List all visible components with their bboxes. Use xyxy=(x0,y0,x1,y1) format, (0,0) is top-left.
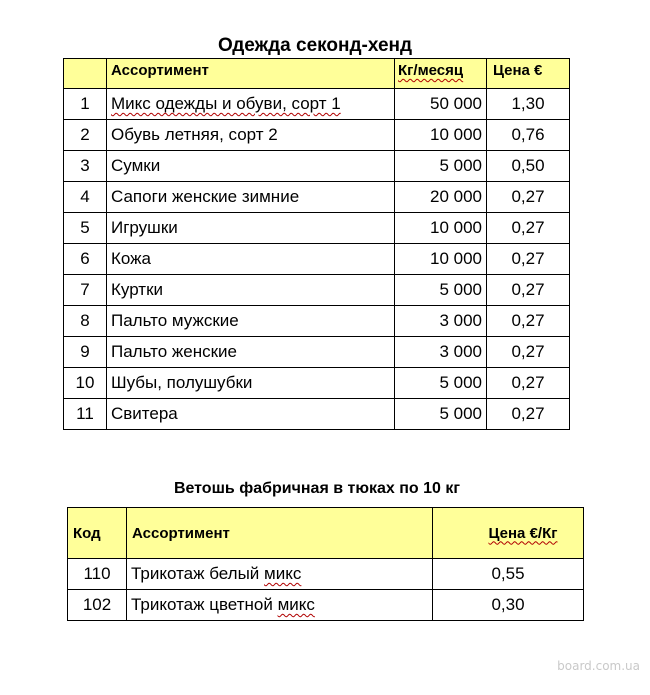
row-code: 110 xyxy=(68,559,127,590)
row-price: 0,27 xyxy=(487,337,570,368)
row-name: Сапоги женские зимние xyxy=(107,182,395,213)
row-name-main: Трикотаж цветной xyxy=(131,595,278,614)
row-name: Обувь летняя, сорт 2 xyxy=(107,120,395,151)
table-row xyxy=(64,120,570,151)
row-name-main: Трикотаж белый xyxy=(131,564,265,583)
row-kg: 5 000 xyxy=(395,275,487,306)
table-row xyxy=(64,275,570,306)
row-kg: 10 000 xyxy=(395,244,487,275)
row-price: 0,30 xyxy=(433,590,584,621)
row-name: Пальто женские xyxy=(107,337,395,368)
clothing-price-table xyxy=(63,58,570,430)
table-row xyxy=(64,306,570,337)
header-price-per-kg xyxy=(433,508,584,559)
watermark: board.com.ua xyxy=(557,659,640,673)
row-price: 0,55 xyxy=(433,559,584,590)
row-price: 0,27 xyxy=(487,182,570,213)
header-assortment: Ассортимент xyxy=(127,508,433,559)
row-kg: 20 000 xyxy=(395,182,487,213)
header-price: Цена € xyxy=(487,59,570,89)
row-num: 8 xyxy=(64,306,107,337)
row-num: 2 xyxy=(64,120,107,151)
header-price-per-kg-label: Цена €/Кг xyxy=(488,524,558,542)
row-num: 11 xyxy=(64,399,107,430)
row-num: 10 xyxy=(64,368,107,399)
table-row xyxy=(64,213,570,244)
row-name-mark: микс xyxy=(277,595,315,614)
table-row xyxy=(64,399,570,430)
table-header-row xyxy=(64,59,570,89)
row-name xyxy=(127,590,433,621)
row-price: 0,27 xyxy=(487,275,570,306)
row-name: Куртки xyxy=(107,275,395,306)
header-assortment: Ассортимент xyxy=(107,59,395,89)
row-num: 9 xyxy=(64,337,107,368)
row-num: 3 xyxy=(64,151,107,182)
row-price: 0,27 xyxy=(487,399,570,430)
row-name: Шубы, полушубки xyxy=(107,368,395,399)
row-name-mark: микс xyxy=(264,564,302,583)
row-name: Игрушки xyxy=(107,213,395,244)
table-row xyxy=(68,559,584,590)
rag-price-table xyxy=(67,507,584,621)
row-price: 0,27 xyxy=(487,213,570,244)
row-kg: 50 000 xyxy=(395,89,487,120)
table-row xyxy=(64,244,570,275)
row-kg: 3 000 xyxy=(395,337,487,368)
table-row xyxy=(64,368,570,399)
table-row xyxy=(64,151,570,182)
row-code: 102 xyxy=(68,590,127,621)
row-price: 0,27 xyxy=(487,244,570,275)
row-name: Свитера xyxy=(107,399,395,430)
table2-title: Ветошь фабричная в тюках по 10 кг xyxy=(173,480,461,497)
row-price: 1,30 xyxy=(487,89,570,120)
row-name xyxy=(127,559,433,590)
row-num: 6 xyxy=(64,244,107,275)
row-num: 7 xyxy=(64,275,107,306)
row-name xyxy=(107,89,395,120)
row-num: 4 xyxy=(64,182,107,213)
row-name-text: Микс одежды и обуви, сорт 1 xyxy=(111,94,341,113)
row-kg: 5 000 xyxy=(395,151,487,182)
table-row xyxy=(64,89,570,120)
header-kg xyxy=(395,59,487,89)
table1-title: Одежда секонд-хенд xyxy=(217,35,413,56)
row-kg: 3 000 xyxy=(395,306,487,337)
table-row xyxy=(64,337,570,368)
row-num: 5 xyxy=(64,213,107,244)
row-name: Кожа xyxy=(107,244,395,275)
header-num xyxy=(64,59,107,89)
row-num: 1 xyxy=(64,89,107,120)
row-kg: 10 000 xyxy=(395,213,487,244)
row-name: Пальто мужские xyxy=(107,306,395,337)
row-kg: 5 000 xyxy=(395,399,487,430)
row-price: 0,76 xyxy=(487,120,570,151)
table-row xyxy=(64,182,570,213)
row-price: 0,50 xyxy=(487,151,570,182)
table-row xyxy=(68,590,584,621)
row-name: Сумки xyxy=(107,151,395,182)
row-price: 0,27 xyxy=(487,306,570,337)
header-kg-label: Кг/месяц xyxy=(398,62,464,79)
table-header-row xyxy=(68,508,584,559)
row-kg: 5 000 xyxy=(395,368,487,399)
row-price: 0,27 xyxy=(487,368,570,399)
row-kg: 10 000 xyxy=(395,120,487,151)
header-code: Код xyxy=(68,508,127,559)
